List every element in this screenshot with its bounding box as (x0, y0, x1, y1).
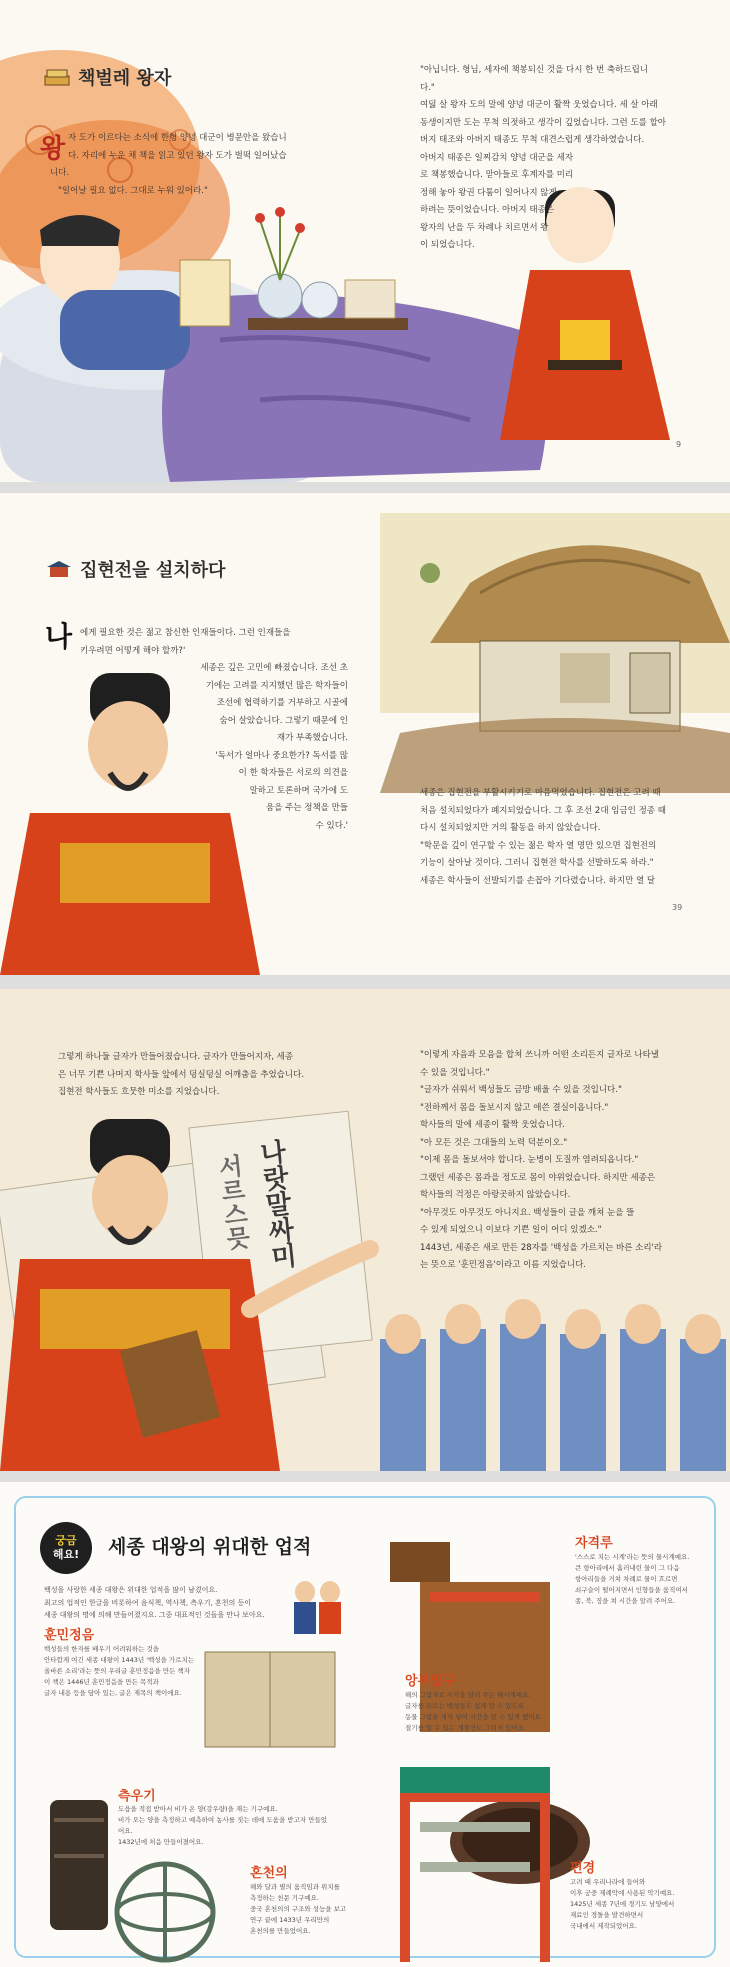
paragraph: 세종은 학사들이 선발되기를 손꼽아 기다렸습니다. 하지만 열 달 (420, 875, 656, 886)
paragraph: 이 되었습니다. (420, 240, 475, 250)
paragraph: 큰 항아리에서 흘러내린 물이 그 다음 (575, 1564, 680, 1572)
paragraph: 다. 자리에 누운 채 책을 읽고 있던 왕자 도가 벌떡 일어났습 (68, 150, 287, 161)
section-jagyeok-body (575, 1552, 715, 1607)
paragraph: 재료인 경돌을 발견하면서 (570, 1911, 644, 1919)
body-text-right (420, 1047, 720, 1275)
scroll-text: 나랏말싸미 (254, 1137, 298, 1271)
paragraph: 이 책은 1446년 훈민정음을 만든 목적과 (44, 1678, 159, 1686)
paragraph: 도읍을 적접 받아서 비가 온 양(강우량)을 재는 기구예요. (118, 1805, 278, 1813)
dropcap: 왕 (40, 134, 66, 164)
paragraph: 연구 끝에 1433년 우리만의 (250, 1916, 330, 1924)
paragraph: 그랬던 세종은 몸과을 정도로 몸이 야위었습니다. 하지만 세종은 (420, 1172, 656, 1183)
paragraph: 정해 놓아 왕권 다툼이 일어나지 않게 (420, 187, 557, 198)
page-achievements (0, 1482, 730, 1967)
books-icon (44, 68, 70, 86)
page-jiphyeonjeon (0, 493, 730, 975)
page-number: 39 (672, 903, 683, 912)
chapter-title (44, 64, 171, 90)
paragraph: 기에는 고려를 지지했던 많은 학자들이 (205, 680, 348, 691)
paragraph: "이렇게 자음과 모음을 합쳐 쓰니까 어떤 소리든지 글자로 나타낼 (420, 1050, 660, 1060)
paragraph: 세종 대왕의 명에 의해 만들어졌지요. 그중 대표적인 것들을 만나 보아요. (44, 1611, 265, 1619)
paragraph: 중국 혼천의의 구조와 성능을 보고 (250, 1905, 347, 1913)
body-text-right (420, 785, 710, 890)
paragraph: 하려는 뜻이었습니다. 아버지 태종은 (420, 205, 554, 215)
palace-icon (46, 560, 72, 578)
section-chukugi-body (118, 1804, 328, 1848)
page-chaekbeolle (0, 0, 730, 482)
paragraph: 안타깝게 여긴 세종 대왕이 1443년 '백성을 가르치는 (44, 1656, 195, 1664)
paragraph: 니다. (50, 168, 70, 178)
info-title: 세종 대왕의 위대한 업적 (108, 1536, 312, 1558)
paragraph: "전하께서 몸을 돌보시지 않고 애쓴 결실이옵니다." (420, 1102, 609, 1113)
paragraph: 해의 그림자로 시각을 알려 주는 해시계예요. (405, 1691, 531, 1699)
body-text-left (80, 625, 340, 660)
paragraph: 측정하는 천문 기구예요. (250, 1894, 319, 1902)
paragraph: 고려 때 우리나라에 들어와 (570, 1878, 646, 1886)
section-pyeongyeong-body (570, 1877, 710, 1932)
section-hunmin-body (44, 1644, 214, 1699)
paragraph: 1432년에 처음 만들어졌어요. (118, 1838, 204, 1846)
paragraph: 세종은 깊은 고민에 빠졌습니다. 조선 초 (200, 663, 348, 673)
paragraph: 기능이 살아날 것이다. 그러니 집현전 학사를 선발하도록 하라." (420, 858, 654, 868)
paragraph: 글자를 모르는 백성들도 쉽게 알 수 있도록 (405, 1702, 525, 1710)
paragraph: 말하고 토론하며 국가에 도 (249, 785, 348, 796)
paragraph: 숨어 살았습니다. 그렇기 때문에 인 (219, 715, 348, 726)
paragraph: "학문을 깊이 연구할 수 있는 젊은 학자 열 명만 있으면 집현전의 (420, 840, 657, 851)
paragraph: 로 책봉했습니다. 맏아들로 후계자를 미리 (420, 170, 574, 180)
paragraph: 에게 필요한 것은 젊고 참신한 인재들이다. 그런 인재들을 (80, 628, 291, 638)
chapter-title-text: 집현전을 설치하다 (80, 560, 226, 581)
section-honcheon-body (250, 1882, 380, 1937)
paragraph: 버지 태조와 아버지 태종도 무척 대견스럽게 생각하였습니다. (420, 135, 645, 145)
section-pyeongyeong-heading: 편경 (570, 1861, 596, 1876)
paragraph: "아닙니다. 형님, 세자에 책봉되신 것을 다시 한 번 축하드립니 (420, 65, 648, 75)
paragraph: 올바른 소리'라는 뜻의 우리글 훈민정음을 만든 책자 (44, 1667, 191, 1675)
section-angbu-heading: 앙부일구 (405, 1674, 456, 1689)
paragraph: "이제 몸을 돌보셔야 합니다. 눈병이 도질까 염려되옵니다." (420, 1155, 639, 1165)
paragraph: 종, 북, 징을 쳐 시간을 알려 주어요. (575, 1597, 676, 1605)
paragraph: 절기를 알 수 있는 계절선도 그려져 있어요. (405, 1724, 527, 1732)
paragraph: 학사들의 걱정은 아랑곳하지 않았습니다. (420, 1190, 571, 1200)
paragraph: 이 한 학자들은 서로의 의견을 (238, 768, 348, 778)
paragraph: 다." (420, 82, 435, 93)
dropcap: 나 (45, 620, 73, 653)
section-chukugi-heading: 측우기 (118, 1789, 156, 1804)
paragraph: 여덟 살 왕자 도의 말에 양녕 대군이 활짝 웃었습니다. 세 살 아래 (420, 100, 658, 110)
paragraph: 국내에서 제작되었어요. (570, 1922, 637, 1930)
body-text-left-2 (158, 660, 348, 835)
paragraph: 수 있을 것입니다." (420, 1067, 490, 1078)
paragraph: 백성들의 한자를 배우기 어려워하는 것을 (44, 1645, 160, 1653)
paragraph: 동생이지만 도는 무척 의젓하고 생각이 깊었습니다. 그런 도를 할아 (420, 117, 667, 128)
paragraph: "일어날 필요 없다. 그대로 누워 있어라." (58, 185, 208, 196)
body-text-left (50, 130, 328, 200)
paragraph: 집현전 학사들도 흐뭇한 미소를 지었습니다. (58, 1087, 220, 1097)
paragraph: 움을 주는 정책을 만들 (265, 803, 348, 813)
chapter-title (46, 556, 225, 582)
scholars-group (380, 1299, 726, 1471)
chapter-title-text: 책벌레 왕자 (78, 68, 172, 89)
paragraph: 조선에 협력하기를 거부하고 시골에 (216, 698, 348, 708)
paragraph: '독서가 얼마나 중요한가? 독서를 많 (215, 750, 348, 761)
paragraph: 최고의 업적인 한글을 비롯하여 음식책, 역사책, 측우기, 혼천의 등이 (44, 1598, 252, 1607)
badge-top: 궁금 (55, 1534, 77, 1547)
section-jagyeok-heading: 자격루 (575, 1536, 613, 1551)
paragraph: 재가 부족했습니다. (276, 733, 348, 743)
paragraph: 항아리들을 거쳐 차례로 물이 흐르면 (575, 1575, 678, 1583)
badge-bottom: 해요! (52, 1548, 80, 1561)
paragraph: "글자가 쉬워서 백성들도 금방 배울 수 있을 것입니다." (420, 1085, 622, 1095)
paragraph: 혼천의를 만들었어요. (250, 1927, 311, 1935)
paragraph: 아버지 태종은 일찌감치 양녕 대군을 세자 (420, 152, 574, 163)
paragraph: 수 있게 되었으니 이보다 기쁜 일이 어디 있겠소." (420, 1225, 602, 1235)
paragraph: 키우려면 어떻게 해야 할까?' (80, 645, 186, 656)
section-hunmin-heading: 훈민정음 (44, 1628, 95, 1643)
paragraph: "아 모든 것은 그대들의 노력 덕분이오." (420, 1137, 568, 1148)
body-text-left (58, 1049, 358, 1102)
paragraph: 동물 그림을 새겨 넣어 시간을 알 수 있게 했어요. (405, 1713, 543, 1721)
paragraph: 해와 달과 별의 움직임과 위치를 (250, 1883, 340, 1891)
paragraph: 1443년, 세종은 새로 만든 28자를 '백성을 가르치는 바른 소리'라 (420, 1242, 663, 1253)
paragraph: '스스로 치는 시계'라는 뜻의 물시계예요. (575, 1553, 690, 1561)
paragraph: 는 뜻으로 '훈민정음'이라고 이름 지었습니다. (420, 1260, 586, 1270)
paragraph: 이후 궁중 제례악에 사용된 악기예요. (570, 1889, 675, 1897)
body-text-right (420, 62, 710, 255)
paragraph: "아무것도 아무것도 아니지요. 백성들이 글을 깨쳐 눈을 뜰 (420, 1207, 635, 1218)
scroll-text-2: 서르스믓 (213, 1152, 251, 1252)
paragraph: 자 도가 이르다는 소식에 한형 양녕 대군이 병문안을 왔습니 (68, 133, 287, 143)
paragraph: 글자 내용 등을 담아 있는, 글은 제목의 책이에요. (44, 1689, 182, 1697)
paragraph: 은 너무 기쁜 나머지 학사들 앞에서 덩실덩실 어깨춤을 추었습니다. (58, 1069, 305, 1080)
paragraph: 학사들의 말에 세종이 활짝 웃었습니다. (420, 1120, 565, 1130)
section-angbu-body (405, 1690, 565, 1734)
paragraph: 백성을 사랑한 세종 대왕은 위대한 업적을 많이 남겼어요. (44, 1586, 218, 1594)
paragraph: 쇠구슬이 떨어지면서 인형들을 움직여서 (575, 1586, 688, 1594)
paragraph: 그렇게 하나둘 글자가 만들어졌습니다. 글자가 만들어지자, 세종 (58, 1052, 294, 1062)
paragraph: 다시 설치되었지만 거의 활동을 하지 않았습니다. (420, 823, 601, 833)
paragraph: 수 있다.' (315, 820, 348, 831)
section-honcheon-heading: 혼천의 (250, 1866, 288, 1881)
page-hunminjeongeum (0, 989, 730, 1471)
page-number: 9 (676, 440, 682, 449)
paragraph: 비가 오는 양을 측정하고 예측하여 농사를 짓는 데에 도움을 받고자 만들었어요. (118, 1816, 328, 1835)
paragraph: 처음 설치되었다가 폐지되었습니다. 그 후 조선 2대 임금인 정종 때 (420, 805, 666, 816)
paragraph: 1425년 세종 7년에 경기도 남양에서 (570, 1900, 675, 1908)
paragraph: 왕자의 난을 두 차례나 치르면서 왕 (420, 222, 549, 233)
paragraph: 세종은 집현전을 부활시키기로 마음먹었습니다. 집현전은 고려 때 (420, 788, 661, 798)
